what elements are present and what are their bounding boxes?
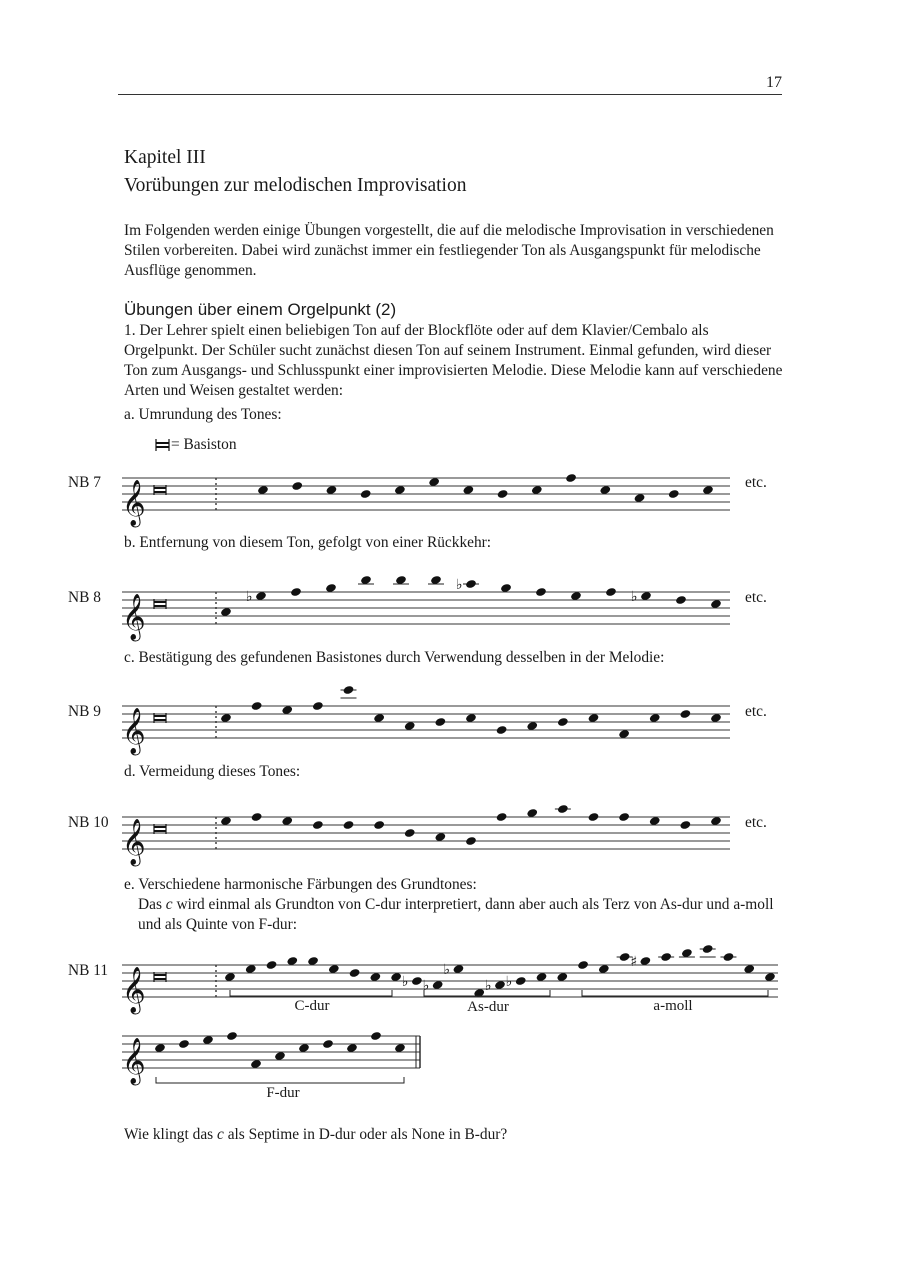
note-head [702,944,714,954]
example-label-nb11: NB 11 [68,962,109,979]
music-staff-nb9 [118,686,738,754]
note-head [535,587,547,597]
flat-sign: ♭ [456,577,463,593]
flat-sign: ♭ [443,962,451,978]
note-head [496,812,508,822]
bracket-label-asdur: As-dur [467,999,509,1015]
etc-nb7: etc. [745,474,767,491]
note-head [515,976,527,986]
note-head [251,701,263,711]
note-head [496,725,508,735]
bracket-label-cdur: C-dur [294,998,330,1014]
flat-sign: ♭ [401,974,409,990]
note-head [290,587,302,597]
etc-nb8: etc. [745,589,767,606]
note-head [465,579,477,589]
note-head [618,812,630,822]
note-head [679,820,691,830]
example-label-nb9: NB 9 [68,703,101,720]
note-head [679,709,691,719]
note-head [660,952,672,962]
flat-sign: ♭ [631,589,638,605]
note-head [605,587,617,597]
note-head [370,1031,382,1041]
note-head [668,489,680,499]
note-head [312,820,324,830]
item-e-text: Das c wird einmal als Grundton von C-dur interpretiert, dann aber auch als Terz von As-dur und a-moll und als Quinte von F-dur: [138,896,774,933]
example-label-nb10: NB 10 [68,814,109,831]
note-head [404,828,416,838]
note-head [266,960,278,970]
bracket-label-fdur: F-dur [266,1085,300,1101]
treble-clef-icon: 𝄞 [122,967,146,1013]
note-head [343,820,355,830]
music-staff-nb8 [118,572,738,640]
treble-clef-icon: 𝄞 [122,1038,146,1084]
treble-clef-icon: 𝄞 [122,594,146,640]
example-label-nb7: NB 7 [68,474,101,491]
note-head [312,701,324,711]
item-b-label: b. Entfernung von diesem Ton, gefolgt von einer Rückkehr: [124,534,492,551]
item-c-label: c. Bestätigung des gefundenen Basistones durch Verwendung desselben in der Melodie: [124,649,665,666]
item-e-label: e. Verschiedene harmonische Färbungen des Grundtones: [124,876,477,893]
note-head [322,1039,334,1049]
note-head [577,960,589,970]
note-head [226,1031,238,1041]
flat-sign: ♭ [505,974,513,990]
note-head [723,952,735,962]
note-head [557,717,569,727]
note-head [343,685,355,695]
treble-clef-icon: 𝄞 [122,819,146,865]
chapter-subtitle: Vorübungen zur melodischen Improvisation [124,175,467,196]
note-head [619,952,631,962]
closing-question: Wie klingt das c als Septime in D-dur oder als None in B-dur? [124,1126,508,1143]
item-a-label: a. Umrundung des Tones: [124,406,282,423]
flat-sign: ♭ [422,978,430,994]
note-head [291,481,303,491]
sharp-sign: ♯ [630,954,638,970]
example-label-nb8: NB 8 [68,589,101,606]
note-head [675,595,687,605]
chapter-title: Kapitel III [124,147,206,168]
section-text: 1. Der Lehrer spielt einen beliebigen Ton auf der Blockflöte oder auf dem Klavier/Cembalo als Orgelpunkt. Der Schüler sucht zunächst diesen Ton auf seinem Instrument. Einmal gefunden, wird dieser Ton zum Ausgangs- und Schlusspunkt einer improvisierten Melodie. Diese Melodie kann auf verschiedene Arten und Weisen gestaltet werden: [124,322,783,399]
page-number: 17 [766,74,782,91]
note-head [373,820,385,830]
section-title: Übungen über einem Orgelpunkt (2) [124,300,397,319]
flat-sign: ♭ [246,589,253,605]
treble-clef-icon: 𝄞 [122,480,146,526]
intro-paragraph: Im Folgenden werden einige Übungen vorgestellt, die auf die melodische Improvisation in verschiedenen Stilen vorbereiten. Dabei wird zunächst immer ein festliegender Ton als Ausgangspunkt für melodische Ausflüge genommen. [124,222,774,279]
bracket-label-amoll: a-moll [653,998,693,1014]
note-head [251,812,263,822]
music-staff-nb10 [118,797,738,865]
header-rule [118,94,782,95]
treble-clef-icon: 𝄞 [122,708,146,754]
note-head [349,968,361,978]
music-staff-nb11-continued [118,1016,438,1084]
note-head [588,812,600,822]
note-head [411,976,423,986]
note-head [557,804,569,814]
item-d-label: d. Vermeidung dieses Tones: [124,763,301,780]
note-head [465,836,477,846]
flat-sign: ♭ [485,978,492,994]
note-head [497,489,509,499]
etc-nb9: etc. [745,703,767,720]
etc-nb10: etc. [745,814,767,831]
note-head [360,489,372,499]
note-head [565,473,577,483]
note-head [434,717,446,727]
basiston-legend: = Basiston [171,436,237,453]
music-staff-nb7 [118,458,738,526]
note-head [178,1039,190,1049]
